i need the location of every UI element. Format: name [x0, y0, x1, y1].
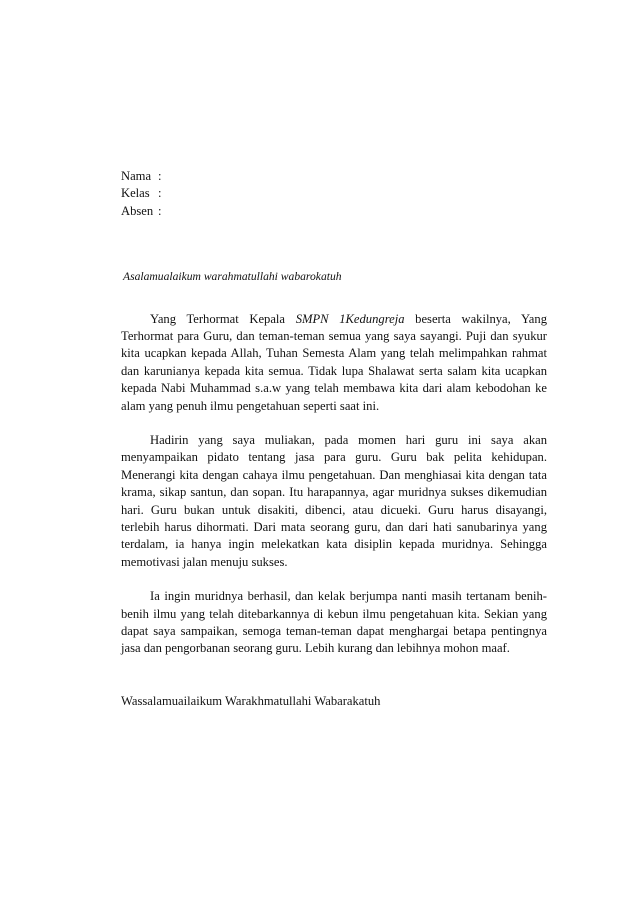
document-page: [121, 168, 547, 710]
school-name: SMPN 1Kedungreja: [295, 311, 405, 326]
closing-salutation: Wassalamuailaikum Warakhmatullahi Wabarakatuh: [121, 693, 381, 708]
opening-greeting: Asalamualaikum warahmatullahi wabarokatuh: [123, 270, 342, 284]
field-kelas: [121, 185, 547, 202]
field-kelas-separator: :: [158, 186, 162, 201]
paragraph-opening: [121, 311, 547, 415]
field-nama: [121, 168, 547, 185]
speech-body: [121, 311, 547, 658]
identity-fields: [121, 168, 547, 220]
paragraph-closing-remarks: Ia ingin muridnya berhasil, dan kelak berjumpa nanti masih tertanam benih-benih ilmu yang telah ditebarkannya di kebun ilmu pengetahuan kita. Sekian yang dapat saya sampaikan, semoga teman-teman dapat menghargai betapa pentingnya jasa dan pengorbanan seorang guru. Lebih kurang dan lebihnya mohon maaf.: [121, 589, 547, 656]
paragraph-opening-rest: beserta wakilnya, Yang Terhormat para Guru, dan teman-teman semua yang saya sayangi. Puji dan syukur kita ucapkan kepada Allah, Tuhan Semesta Alam yang telah melimpahkan rahmat dan karunianya kepada kita semua. Tidak lupa Shalawat serta salam kita ucapkan kepada Nabi Muhammad s.a.w yang telah membawa kita dari alam kebodohan ke alam yang penuh ilmu pengetahuan seperti saat ini.: [121, 311, 547, 413]
paragraph-teacher-role: Hadirin yang saya muliakan, pada momen hari guru ini saya akan menyampaikan pidato tentang jasa para guru. Guru bak pelita kehidupan. Menerangi kita dengan cahaya ilmu pengetahuan. Dan menghiasai kita dengan tata krama, sikap santun, dan sopan. Itu harapannya, agar muridnya sukses dikemudian hari. Guru bukan untuk disakiti, dibenci, atau dicueki. Guru harus disayangi, terlebih harus dihormati. Dari mata seorang guru, dan dari hati sanubarinya yang terdalam, ia hanya ingin melekatkan kata disiplin kepada muridnya. Sehingga memotivasi jalan menuju sukses.: [121, 433, 547, 569]
field-kelas-label: Kelas: [121, 186, 150, 201]
field-absen-separator: :: [158, 203, 162, 218]
field-nama-separator: :: [158, 169, 162, 183]
field-absen-label: Absen: [121, 203, 154, 218]
paragraph-opening-lead: Yang Terhormat Kepala: [150, 311, 296, 326]
field-absen: [121, 203, 547, 220]
field-nama-label: Nama: [121, 169, 152, 183]
